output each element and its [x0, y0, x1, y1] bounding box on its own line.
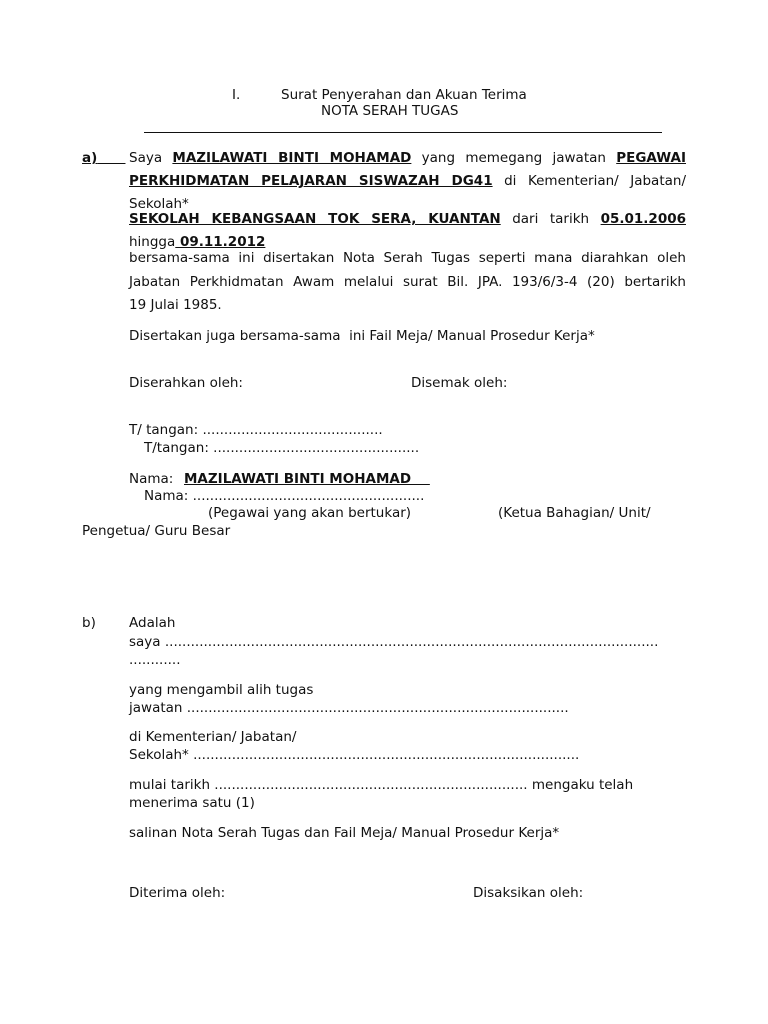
body-line-2: Jabatan Perkhidmatan Awam melalui surat Bil. JPA. 193/6/3-4 (20) bertarikh	[129, 274, 686, 290]
until-line: hingga 09.11.2012	[129, 234, 266, 250]
received-by-label: Diterima oleh:	[129, 885, 226, 901]
signature-line-1: T/ tangan: ..........................................	[129, 422, 383, 438]
section-a-line-2: PERKHIDMATAN PELAJARAN SISWAZAH DG41 di Kementerian/ Jabatan/	[129, 173, 686, 189]
school-label: Sekolah*	[129, 196, 189, 212]
body-line-3: 19 Julai 1985.	[129, 297, 222, 313]
handed-by-label: Diserahkan oleh:	[129, 375, 243, 391]
body-line-1: bersama-sama ini disertakan Nota Serah Tugas seperti mana diarahkan oleh	[129, 250, 686, 266]
post-title-part-1: PEGAWAI	[616, 150, 687, 166]
document-title: Surat Penyerahan dan Akuan Terima	[281, 87, 527, 103]
section-a-label: a)	[82, 150, 98, 166]
mulai-line: mulai tarikh ......................................................................... mengaku telah	[129, 777, 634, 793]
start-date: 05.01.2006	[600, 211, 686, 227]
section-number: I.	[232, 87, 241, 103]
section-b-label: b)	[82, 615, 96, 631]
checked-by-label: Disemak oleh:	[411, 375, 508, 391]
school-name: SEKOLAH KEBANGSAAN TOK SERA, KUANTAN	[129, 211, 501, 227]
section-a-line-4: SEKOLAH KEBANGSAAN TOK SERA, KUANTAN dari tarikh 05.01.2006	[129, 211, 686, 227]
took-over-text: yang mengambil alih tugas	[129, 682, 314, 698]
section-a-line-1: Saya MAZILAWATI BINTI MOHAMAD yang memegang jawatan PEGAWAI	[129, 150, 687, 166]
witnessed-by-label: Disaksikan oleh:	[473, 885, 584, 901]
end-date: 09.11.2012	[175, 234, 266, 250]
saya-line: saya ...................................................................................................................	[129, 634, 659, 650]
copy-statement: salinan Nota Serah Tugas dan Fail Meja/ Manual Prosedur Kerja*	[129, 825, 560, 841]
name-line-2: Nama: ......................................................	[144, 488, 425, 504]
title-rule	[144, 116, 662, 133]
adalah-text: Adalah	[129, 615, 176, 631]
received-text: menerima satu (1)	[129, 795, 255, 811]
name-label: Nama:	[129, 471, 174, 487]
role-outgoing: (Pegawai yang akan bertukar)	[208, 505, 412, 521]
attached-statement: Disertakan juga bersama-sama ini Fail Meja/ Manual Prosedur Kerja*	[129, 328, 595, 344]
post-title-part-2: PERKHIDMATAN PELAJARAN SISWAZAH DG41	[129, 173, 493, 189]
role-head: (Ketua Bahagian/ Unit/	[498, 505, 651, 521]
document-subtitle: NOTA SERAH TUGAS	[321, 103, 459, 119]
ministry-text: di Kementerian/ Jabatan/	[129, 729, 297, 745]
name-value: MAZILAWATI BINTI MOHAMAD	[184, 471, 430, 487]
officer-name: MAZILAWATI BINTI MOHAMAD	[172, 150, 412, 166]
jawatan-line: jawatan .........................................................................................	[129, 700, 569, 716]
sekolah-line: Sekolah* ..........................................................................................	[129, 747, 580, 763]
saya-line-cont: ............	[129, 652, 181, 668]
role-head-cont: Pengetua/ Guru Besar	[82, 523, 231, 539]
signature-line-2: T/tangan: ................................................	[144, 440, 420, 456]
